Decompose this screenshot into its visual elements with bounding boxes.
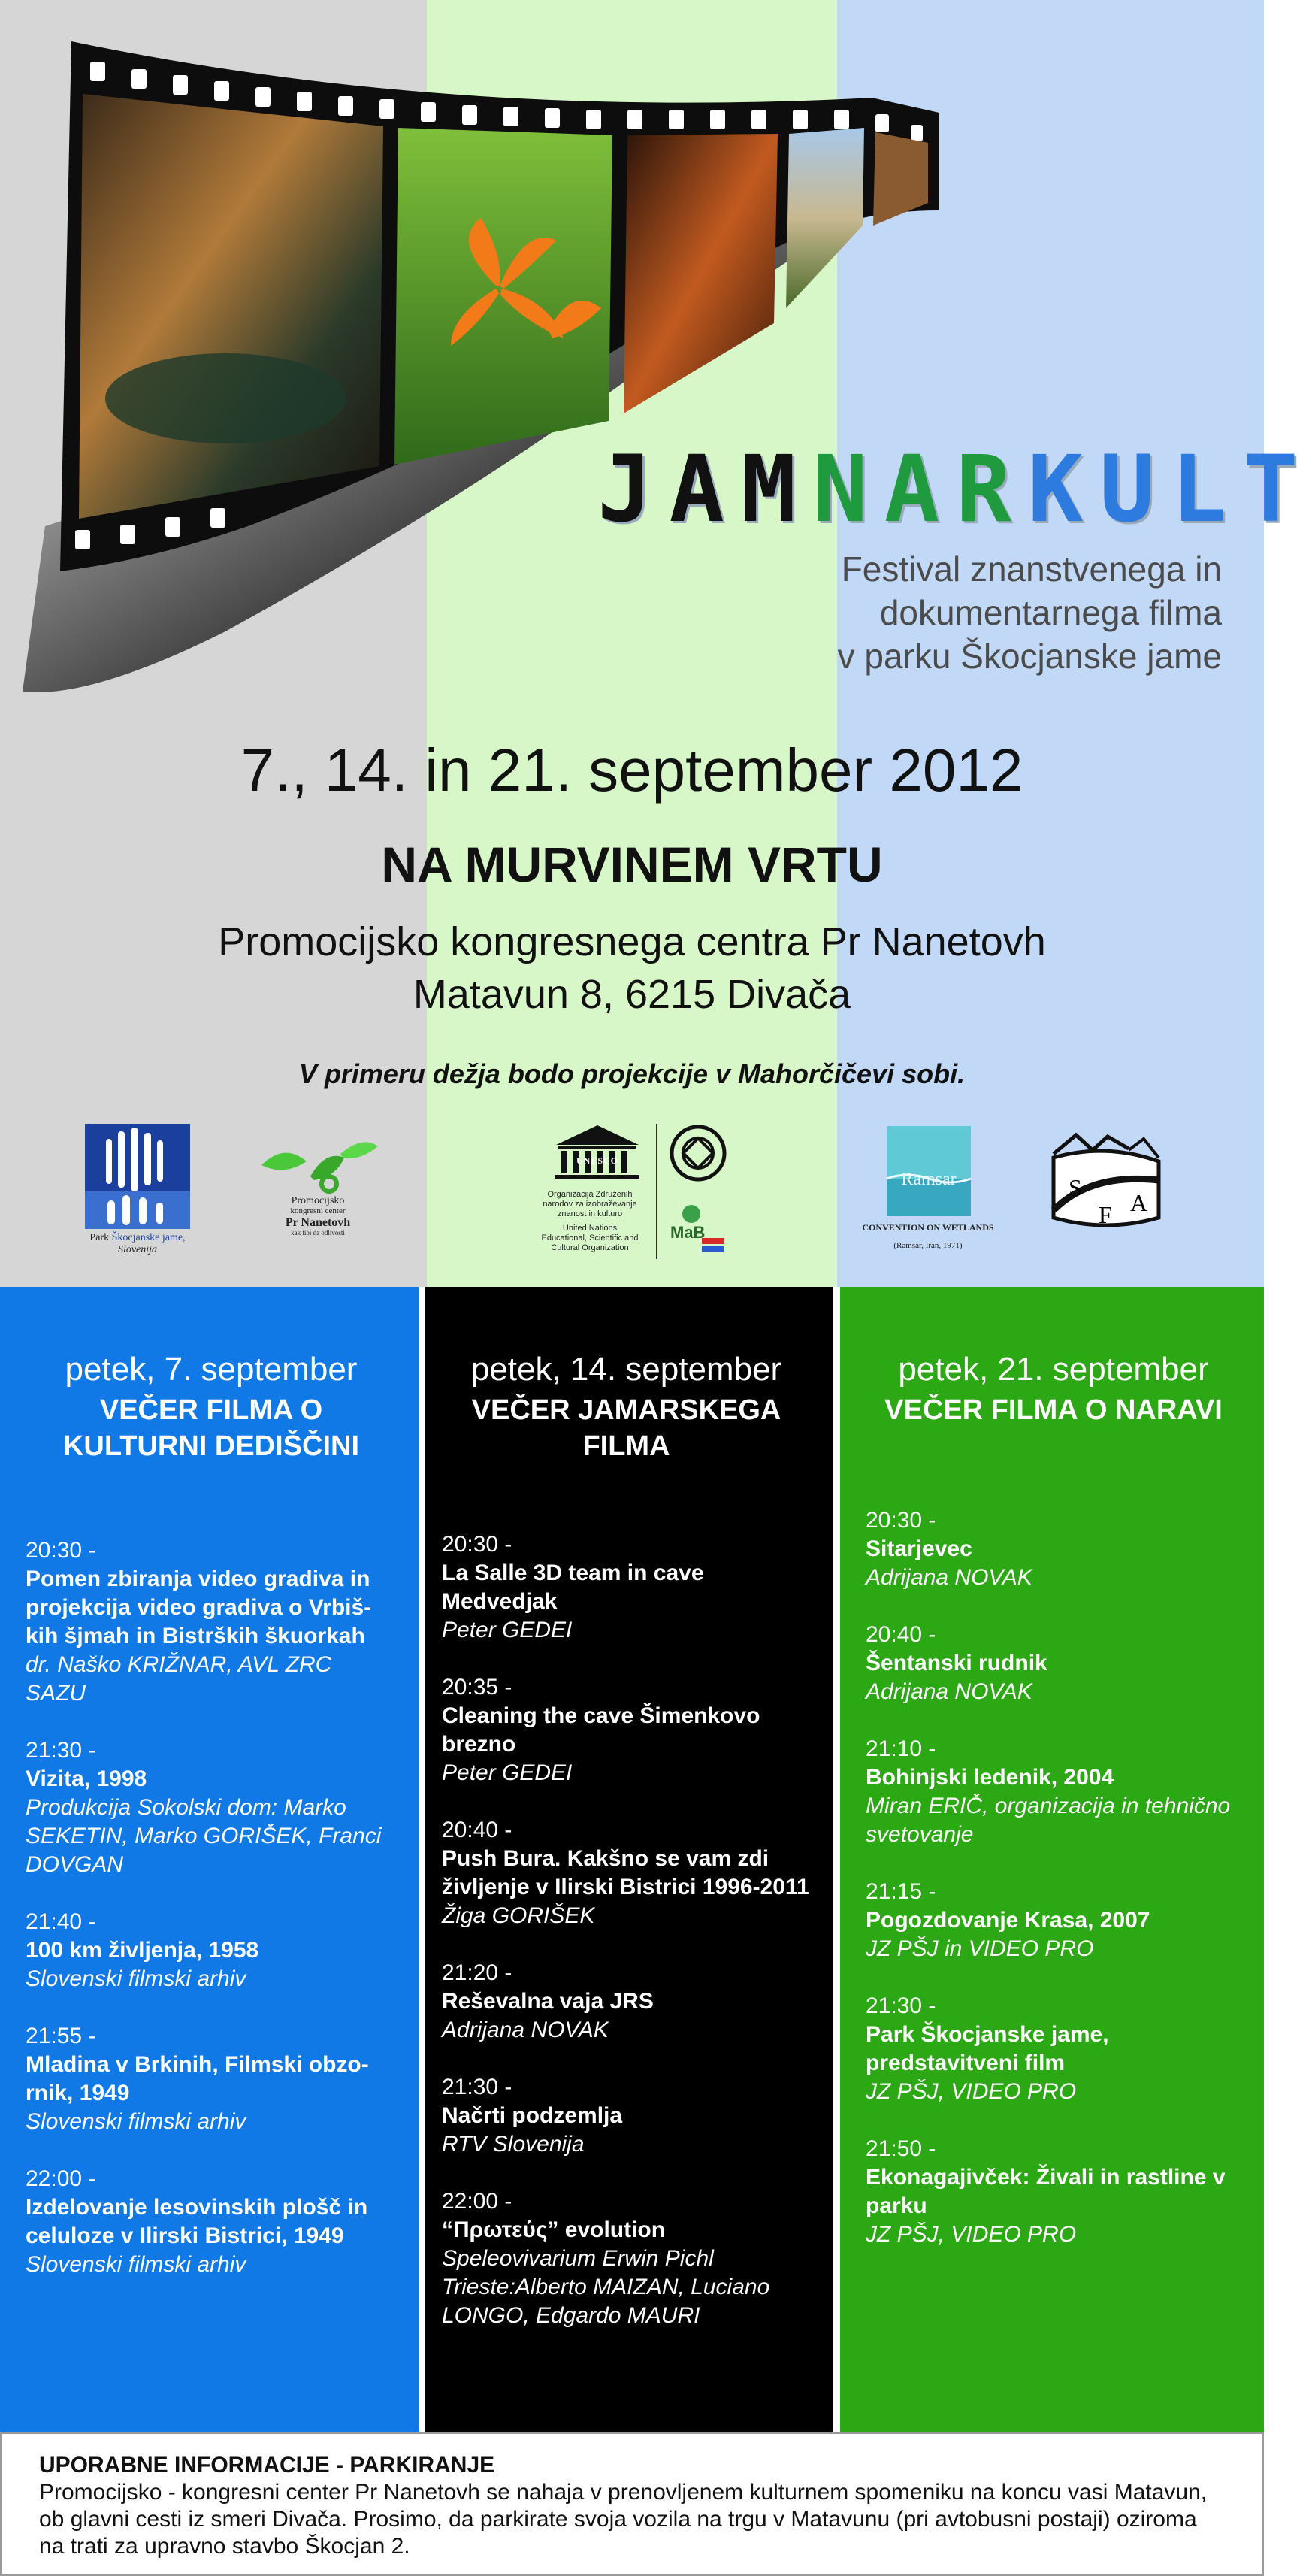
column-day-heading: petek, 7. september [65, 1351, 358, 1388]
program-title: Mladina v Brkinih, Filmski obzo-rnik, 1949 [26, 2052, 369, 2106]
column-theme: VEČER JAMARSKEGA FILMA [471, 1394, 781, 1462]
festival-logo-title [597, 436, 1315, 543]
program-time: 20:30 - [442, 1532, 512, 1557]
ramsar-caption: (Ramsar, Iran, 1971) [893, 1241, 963, 1250]
venue-name: Promocijsko kongresnega centra Pr Nanetovh [218, 919, 1046, 964]
program-list [866, 1506, 1241, 2249]
program-list [442, 1530, 811, 2330]
program-time: 21:30 - [26, 1738, 96, 1763]
program-item [442, 1530, 811, 1645]
column-day-heading: petek, 21. september [898, 1351, 1209, 1388]
program-title: Sitarjevec [866, 1536, 972, 1561]
program-time: 21:40 - [26, 1909, 96, 1935]
ramsar-logo [857, 1126, 999, 1269]
program-author: Miran ERIČ, organizacija in tehnično svetovanje [866, 1793, 1231, 1847]
rain-note: V primeru dežja bodo projekcije v Mahorčičevi sobi. [298, 1058, 966, 1089]
program-item [26, 2022, 397, 2136]
pr-line: Promocijsko [291, 1195, 345, 1206]
program-author: Slovenski filmski arhiv [26, 2252, 246, 2278]
unesco-divider [656, 1124, 658, 1259]
logo-part-nar: NAR [812, 436, 1028, 543]
program-time: 21:10 - [866, 1736, 936, 1761]
program-time: 20:35 - [442, 1675, 512, 1700]
program-author: JZ PŠJ, VIDEO PRO [866, 2221, 1077, 2247]
program-title: La Salle 3D team in cave Medvedjak [442, 1560, 704, 1615]
program-time: 20:40 - [866, 1621, 936, 1647]
program-time: 21:50 - [866, 2136, 936, 2161]
column-gap [833, 1287, 840, 2432]
unesco-line: Cultural Organization [551, 1243, 629, 1252]
column-gap [419, 1287, 425, 2432]
pr-nanetovh-logo [254, 1135, 382, 1248]
park-name-c: Slovenija [117, 1244, 158, 1255]
program-item [442, 2187, 811, 2330]
unesco-caption [518, 1190, 661, 1253]
program-list [26, 1536, 397, 2279]
pr-line: kak tipi da odlivosti [291, 1229, 345, 1237]
program-author: Adrijana NOVAK [866, 1678, 1032, 1704]
program-time: 21:20 - [442, 1960, 512, 1986]
unesco-line: Organizacija Združenih [547, 1190, 633, 1199]
program-title: Vizita, 1998 [26, 1766, 147, 1792]
parking-info-box [0, 2432, 1264, 2576]
program-item [442, 1959, 811, 2045]
ramsar-word: Ramsar [901, 1170, 957, 1189]
column-day-heading: petek, 14. september [470, 1351, 782, 1388]
column-theme: VEČER FILMA O NARAVI [884, 1394, 1223, 1426]
program-time: 21:30 - [442, 2075, 512, 2100]
sfa-letter-f: F [1099, 1201, 1112, 1228]
program-title: Načrti podzemlja [442, 2103, 623, 2129]
program-item [866, 1992, 1241, 2106]
program-item [26, 1908, 397, 1993]
program-column-day3 [840, 1287, 1264, 2432]
program-item [26, 2165, 397, 2279]
park-name-b: Škocjanske jame, [111, 1232, 186, 1243]
pr-line: kongresni center [290, 1206, 346, 1215]
program-column-day1 [0, 1287, 419, 2432]
ramsar-caption: CONVENTION ON WETLANDS [862, 1222, 994, 1233]
program-author: Speleovivarium Erwin Pichl Trieste:Alberto MAIZAN, Luciano LONGO, Edgardo MAURI [442, 2246, 770, 2329]
unesco-word: UNESCO [576, 1155, 618, 1166]
program-title: 100 km življenja, 1958 [26, 1938, 259, 1963]
program-author: Slovenski filmski arhiv [26, 1966, 246, 1992]
park-name-a: Park [89, 1232, 110, 1243]
unesco-line: United Nations [562, 1224, 618, 1233]
subtitle-line: Festival znanstvenega in [841, 549, 1222, 589]
sfa-letter-s: S [1069, 1174, 1082, 1201]
program-item [442, 1816, 811, 1930]
program-time: 20:40 - [442, 1818, 512, 1843]
program-title: Šentanski rudnik [866, 1650, 1047, 1675]
program-time: 21:55 - [26, 2024, 96, 2049]
program-author: dr. Naško KRIŽNAR, AVL ZRC SAZU [26, 1652, 332, 1706]
program-title: Cleaning the cave Šimenkovo brezno [442, 1703, 760, 1757]
program-title: Ekonagajivček: Živali in rastline v parku [866, 2164, 1226, 2218]
park-skocjanske-jame-logo [81, 1124, 194, 1274]
subtitle-line: v parku Škocjanske jame [837, 637, 1222, 676]
program-time: 20:30 - [26, 1538, 96, 1563]
program-title: Bohinjski ledenik, 2004 [866, 1764, 1114, 1790]
festival-subtitle [651, 547, 1222, 678]
festival-dates: 7., 14. in 21. september 2012 [240, 737, 1023, 804]
venue-title: NA MURVINEM VRTU [381, 837, 883, 892]
unesco-logo [518, 1124, 736, 1267]
parking-info-text: Promocijsko - kongresni center Pr Nanetovh se nahaja v prenovljenem kulturnem spomeniku na koncu vasi Matavun, ob glavni cesti iz smeri Divača. Prosimo, da parkirate svoja vozila na trgu v Matavunu (pri avtobusni postaji) oziroma na trati za upravno stavbo Škocjan 2. [39, 2480, 1208, 2559]
program-item [442, 2073, 811, 2159]
program-author: Žiga GORIŠEK [442, 1903, 595, 1929]
program-title: Push Bura. Kakšno se vam zdi življenje v Ilirski Bistrici 1996-2011 [442, 1846, 809, 1900]
program-item [866, 1506, 1241, 1592]
program-author: Adrijana NOVAK [442, 2018, 609, 2043]
program-item [866, 1621, 1241, 1706]
program-title: Reševalna vaja JRS [442, 1989, 654, 2014]
program-item [26, 1536, 397, 1708]
pr-line: Pr Nanetovh [285, 1216, 351, 1229]
program-item [866, 1735, 1241, 1849]
mab-word: MaB [670, 1223, 706, 1242]
program-author: Produkcija Sokolski dom: Marko SEKETIN, Marko GORIŠEK, Franci DOVGAN [26, 1795, 382, 1878]
unesco-temple-icon [552, 1124, 642, 1182]
program-time: 20:30 - [866, 1507, 936, 1533]
program-author: Peter GEDEI [442, 1618, 573, 1643]
world-heritage-emblem-icon [669, 1124, 727, 1182]
program-author: Adrijana NOVAK [866, 1564, 1032, 1590]
program-time: 21:30 - [866, 1993, 936, 2018]
program-column-day2 [425, 1287, 833, 2432]
pr-nanetovh-leaf-icon [254, 1135, 382, 1195]
program-time: 22:00 - [442, 2189, 512, 2214]
parking-info-heading: UPORABNE INFORMACIJE - PARKIRANJE [39, 2453, 495, 2478]
logo-part-kult: KULT [1027, 436, 1315, 543]
program-item [442, 1673, 811, 1787]
venue-address: Matavun 8, 6215 Divača [413, 972, 851, 1017]
program-item [866, 2135, 1241, 2249]
subtitle-line: dokumentarnega filma [879, 593, 1222, 632]
program-author: JZ PŠJ in VIDEO PRO [866, 1936, 1094, 1961]
sfa-letter-a: A [1130, 1189, 1148, 1216]
sfa-logo [1046, 1128, 1166, 1248]
unesco-line: Educational, Scientific and [541, 1234, 639, 1243]
program-title: Izdelovanje lesovinskih plošč in celuloze v Ilirski Bistrici, 1949 [26, 2195, 368, 2249]
program-title: Pomen zbiranja video gradiva in projekcija video gradiva o Vrbiš-kih šjmah in Bistrških škuorkah [26, 1566, 372, 1649]
program-time: 21:15 - [866, 1878, 936, 1904]
logo-part-jam: JAM [597, 436, 813, 543]
program-title: Park Škocjanske jame, predstavitveni film [866, 2021, 1109, 2075]
park-logo-icon [85, 1124, 190, 1229]
column-theme: VEČER FILMA O KULTURNI DEDIŠČINI [62, 1394, 360, 1462]
program-item [26, 1736, 397, 1879]
program-item [866, 1878, 1241, 1963]
unesco-line: narodov za izobraževanje [543, 1200, 637, 1209]
program-time: 22:00 - [26, 2166, 96, 2192]
unesco-line: znanost in kulturo [557, 1209, 623, 1218]
program-author: Slovenski filmski arhiv [26, 2109, 246, 2135]
program-title: Pogozdovanje Krasa, 2007 [866, 1907, 1150, 1933]
program-title: “Πρωτεύς” evolution [442, 2217, 666, 2243]
program-author: JZ PŠJ, VIDEO PRO [866, 2078, 1077, 2104]
program-author: RTV Slovenija [442, 2132, 585, 2157]
program-author: Peter GEDEI [442, 1760, 573, 1786]
park-logo-caption [81, 1232, 194, 1244]
